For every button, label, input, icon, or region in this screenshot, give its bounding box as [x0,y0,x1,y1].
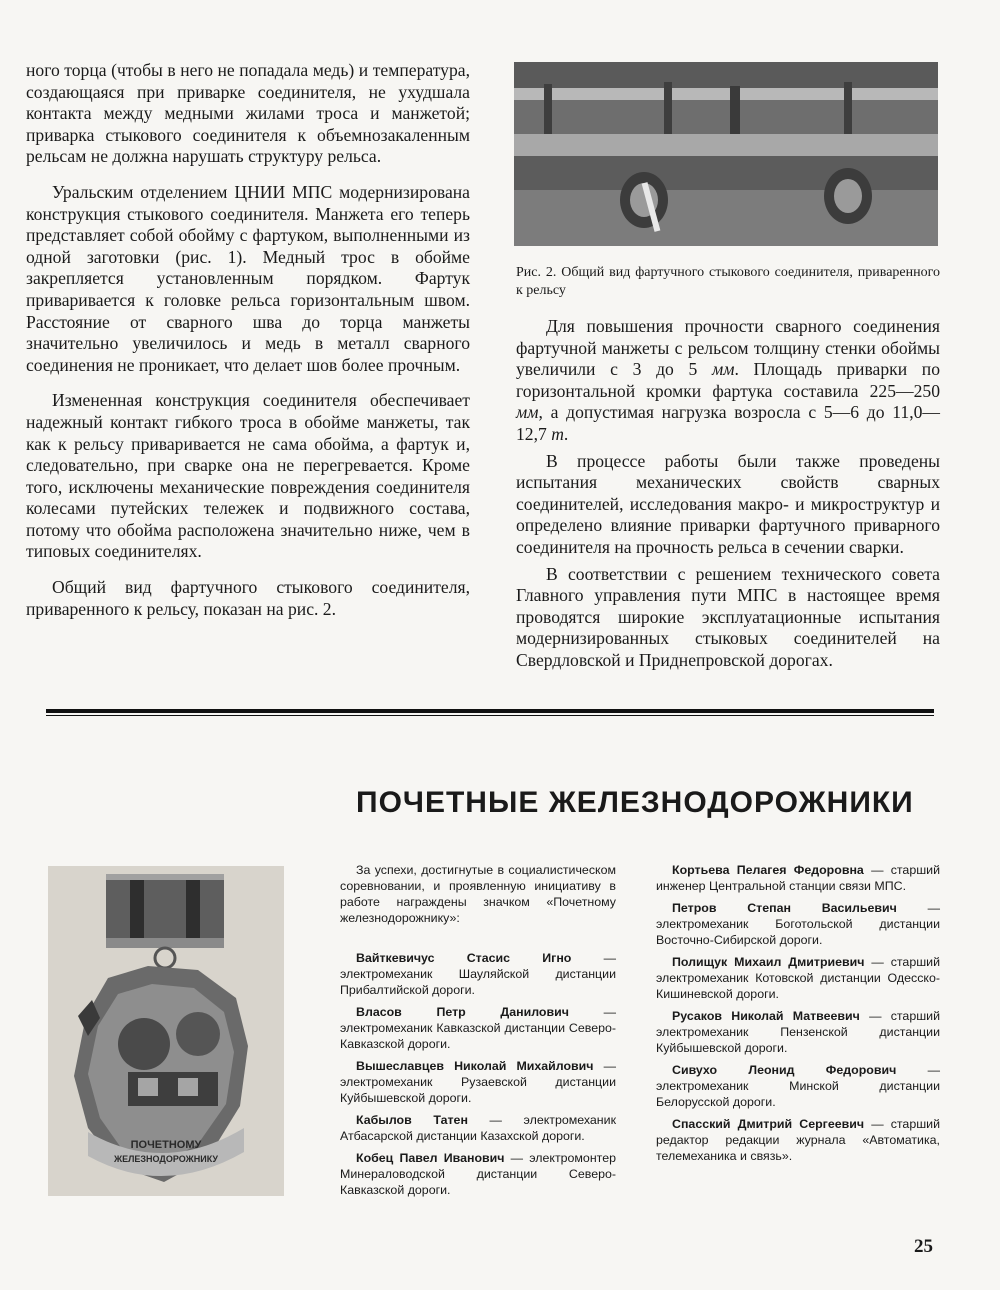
awardee-name: Петров Степан Васильевич [672,901,897,915]
page-number: 25 [914,1236,933,1257]
awardee-entry: Кортьева Пелагея Федоровна — старший инженер Центральной станции связи МПС. [656,863,941,893]
paragraph: В соответствии с решением технического совета Главного управления пути МПС в настоящее время проводятся широкие эксплуатационные испытания модернизированных стыковых соединителей на Свердловской и Приднепровской дорогах. [516,563,940,670]
awardee-entry: Русаков Николай Матвеевич — старший электромеханик Пензенской дистанции Куйбышевской дороги. [656,1009,940,1055]
badge-text-line1: ПОЧЕТНОМУ [130,1139,202,1151]
section-title: ПОЧЕТНЫЕ ЖЕЛЕЗНОДОРОЖНИКИ [356,786,914,819]
awardee-entry: Власов Петр Данилович — электромеханик Кавказской дистанции Северо-Кавказской дороги. [340,1005,616,1051]
paragraph: Для повышения прочности сварного соединения фартучной манжеты с рельсом толщину стенки обоймы увеличили с 3 до 5 мм. Площадь приварки по горизонтальной кромки фартука составила 225—250 мм, а допустимая нагрузка возросла с 5—6 до 11,0—12,7 т. [516,316,940,444]
awardee-entry: Сивухо Леонид Федорович — электромеханик Минской дистанции Белорусской дороги. [656,1063,940,1109]
left-text-column [26,60,470,634]
awardee-name: Кабылов Татен [356,1113,468,1127]
awardee-entry: Вайткевичус Стасис Игно — электромеханик Шауляйской дистанции Прибалтийской дороги. [340,951,616,997]
awardees-column-2 [656,862,940,1170]
intro-paragraph: За успехи, достигнутые в социалистическом соревновании, и проявленную инициативу в работе награждены значком «Почетному железнодорожнику»: [340,863,616,925]
awardees-column-1 [340,950,616,1204]
paragraph: ного торца (чтобы в него не попадала медь) и температура, создающаяся при приварке соединителя, не ухудшала контакта между медными жилами троса и манжетой; приварка стыкового соединителя к объемнозакаленным рельсам не должна нарушать структуру рельса. [26,60,470,167]
paragraph: Измененная конструкция соединителя обеспечивает надежный контакт гибкого троса в обойме манжеты, так как к рельсу приваривается не сама обойма, а фартук и, следовательно, при сварке она не перегревается. Кроме того, исключены механические повреждения соединителя колесами путейских тележек и подвижного состава, потому что обойма расположена значительно ниже, чем в типовых соединителях. [26,390,470,562]
figure-caption: Рис. 2. Общий вид фартучного стыкового соединителя, приваренного к рельсу [516,265,940,298]
paragraph: Общий вид фартучного стыкового соединителя, приваренного к рельсу, показан на рис. 2. [26,577,470,619]
connector-photo [514,62,938,246]
awardee-entry: Кабылов Татен — электромеханик Атбасарской дистанции Казахской дороги. [340,1113,616,1143]
paragraph: Уральским отделением ЦНИИ МПС модернизирована конструкция стыкового соединителя. Манжета его теперь представляет собой обойму с фартуком, выполненными из одной заготовки (рис. 1). Медный трос в обойме закрепляется установленным порядком. Фартук приваривается к головке рельса горизонтальным швом. Расстояние от сварного шва до торца манжеты значительно увеличилось и медь в металл сварного соединения не проникает, что делает шов более прочным. [26,181,470,375]
awardee-entry: Спасский Дмитрий Сергеевич — старший редактор редакции журнала «Автоматика, телемеханика и связь». [656,1117,941,1163]
right-text-column [516,316,940,677]
rail-connector-image [514,62,938,246]
paragraph: В процессе работы были также проведены испытания механических свойств сварных соединителей, исследования макро- и микроструктур и определено влияние приварки фартучного приварного соединителя на прочность рельса в сечении сварки. [516,450,940,557]
awardee-entry: Кобец Павел Иванович — электромонтер Минераловодской дистанции Северо-Кавказской дороги. [340,1151,616,1197]
awardee-name: Кортьева Пелагея Федоровна [672,863,864,877]
section-divider-thin [46,715,934,716]
awardee-name: Вышеславцев Николай Михайлович [356,1059,594,1073]
awardee-entry: Петров Степан Васильевич — электромеханик Боготольской дистанции Восточно-Сибирской дороги. [656,901,940,947]
badge-text-line2: ЖЕЛЕЗНОДОРОЖНИКУ [113,1154,219,1164]
awardee-name: Власов Петр Данилович [356,1005,569,1019]
awardee-entry: Вышеславцев Николай Михайлович — электромеханик Рузаевской дистанции Куйбышевской дороги. [340,1059,616,1105]
section-divider [46,709,934,713]
badge-image [48,866,284,1196]
awardee-entry: Полищук Михаил Дмитриевич — старший электромеханик Котовской дистанции Одесско-Кишиневской дороги. [656,955,940,1001]
awardee-name: Полищук Михаил Дмитриевич [672,955,865,969]
honorary-railwayman-badge-photo [48,866,284,1196]
award-intro [340,862,616,932]
awardee-name: Русаков Николай Матвеевич [672,1009,860,1023]
awardee-name: Вайткевичус Стасис Игно [356,951,572,965]
awardee-name: Сивухо Леонид Федорович [672,1063,897,1077]
awardee-name: Спасский Дмитрий Сергеевич [672,1117,865,1131]
awardee-name: Кобец Павел Иванович [356,1151,505,1165]
